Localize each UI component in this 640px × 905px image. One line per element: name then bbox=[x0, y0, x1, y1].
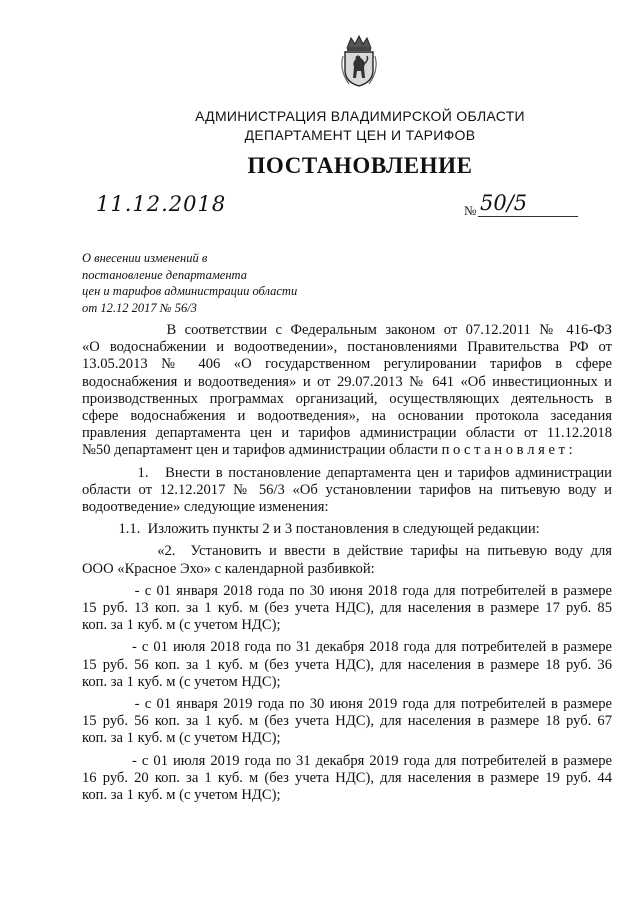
paragraph-line: 13.05.2013 № 406 «О государственном регулировании тарифов в сфере bbox=[82, 356, 612, 373]
body-paragraph bbox=[82, 521, 612, 538]
paragraph-line: 15 руб. 56 коп. за 1 куб. м (без учета НДС), для населения в размере 18 руб. 67 bbox=[82, 713, 612, 730]
paragraph-line: коп. за 1 куб. м (с учетом НДС); bbox=[82, 730, 281, 747]
subject-line: постановление департамента bbox=[82, 267, 247, 282]
body-paragraph bbox=[82, 543, 612, 577]
paragraph-line: - с 01 июля 2018 года по 31 декабря 2018 года для потребителей в размере bbox=[82, 639, 612, 656]
document-title: ПОСТАНОВЛЕНИЕ bbox=[247, 153, 473, 178]
subject-line: цен и тарифов администрации области bbox=[82, 284, 298, 298]
paragraph-line: №50 департамент цен и тарифов администрации области п о с т а н о в л я е т : bbox=[82, 442, 573, 459]
vladimir-region-coat-of-arms-icon bbox=[337, 34, 381, 88]
paragraph-line: области от 12.12.2017 № 56/3 «Об установлении тарифов на питьевую воду и bbox=[82, 481, 612, 498]
subject-line: от 12.12 2017 № 56/3 bbox=[82, 300, 197, 315]
body-paragraph bbox=[82, 583, 612, 635]
body-paragraph bbox=[82, 753, 612, 805]
paragraph-line: коп. за 1 куб. м (с учетом НДС); bbox=[82, 673, 281, 690]
number-label: № bbox=[464, 203, 477, 218]
paragraph-line: производственных программах организаций, осуществляющих деятельность в bbox=[82, 390, 612, 407]
department-name: ДЕПАРТАМЕНТ ЦЕН И ТАРИФОВ bbox=[244, 127, 476, 143]
paragraph-line: - с 01 января 2018 года по 30 июня 2018 года для потребителей в размере bbox=[82, 582, 612, 599]
subject-line: О внесении изменений в bbox=[82, 251, 208, 265]
paragraph-line: сфере водоснабжения и водоотведения», на основании протокола заседания bbox=[82, 408, 612, 425]
paragraph-line: водоотведение» следующие изменения: bbox=[82, 499, 329, 516]
organization-name: АДМИНИСТРАЦИЯ ВЛАДИМИРСКОЙ ОБЛАСТИ bbox=[195, 108, 525, 124]
document-body bbox=[82, 322, 612, 804]
paragraph-line: правления департамента цен и тарифов администрации области от 11.12.2018 bbox=[82, 425, 612, 442]
body-paragraph bbox=[82, 696, 612, 748]
body-paragraph bbox=[82, 322, 612, 460]
document-date: 11.12.2018 bbox=[96, 192, 227, 216]
number-underline bbox=[478, 216, 578, 217]
paragraph-line: ООО «Красное Эхо» с календарной разбивкой: bbox=[82, 560, 375, 577]
paragraph-line: водоснабжения и водоотведения» и от 29.07.2013 № 641 «Об инвестиционных и bbox=[82, 373, 612, 390]
paragraph-line: 15 руб. 56 коп. за 1 куб. м (без учета НДС), для населения в размере 18 руб. 36 bbox=[82, 656, 612, 673]
paragraph-line: - с 01 июля 2019 года по 31 декабря 2019 года для потребителей в размере bbox=[82, 752, 612, 769]
paragraph-line: В соответствии с Федеральным законом от 07.12.2011 № 416-ФЗ bbox=[82, 322, 612, 338]
paragraph-line: 16 руб. 20 коп. за 1 куб. м (без учета НДС), для населения в размере 19 руб. 44 bbox=[82, 769, 612, 786]
paragraph-line: коп. за 1 куб. м (с учетом НДС); bbox=[82, 617, 281, 634]
paragraph-line: «О водоснабжении и водоотведении», постановлениями Правительства РФ от bbox=[82, 339, 612, 356]
paragraph-line: 1.1. Изложить пункты 2 и 3 постановления в следующей редакции: bbox=[82, 521, 540, 538]
document-number: 50/5 bbox=[480, 191, 528, 215]
document-subject bbox=[82, 250, 297, 316]
paragraph-line: 1. Внести в постановление департамента цен и тарифов администрации bbox=[82, 464, 612, 481]
paragraph-line: «2. Установить и ввести в действие тарифы на питьевую воду для bbox=[82, 543, 612, 560]
body-paragraph bbox=[82, 465, 612, 517]
paragraph-line: - с 01 января 2019 года по 30 июня 2019 года для потребителей в размере bbox=[82, 696, 612, 713]
paragraph-line: 15 руб. 13 коп. за 1 куб. м (без учета НДС), для населения в размере 17 руб. 85 bbox=[82, 600, 612, 617]
body-paragraph bbox=[82, 639, 612, 691]
paragraph-line: коп. за 1 куб. м (с учетом НДС); bbox=[82, 787, 281, 804]
